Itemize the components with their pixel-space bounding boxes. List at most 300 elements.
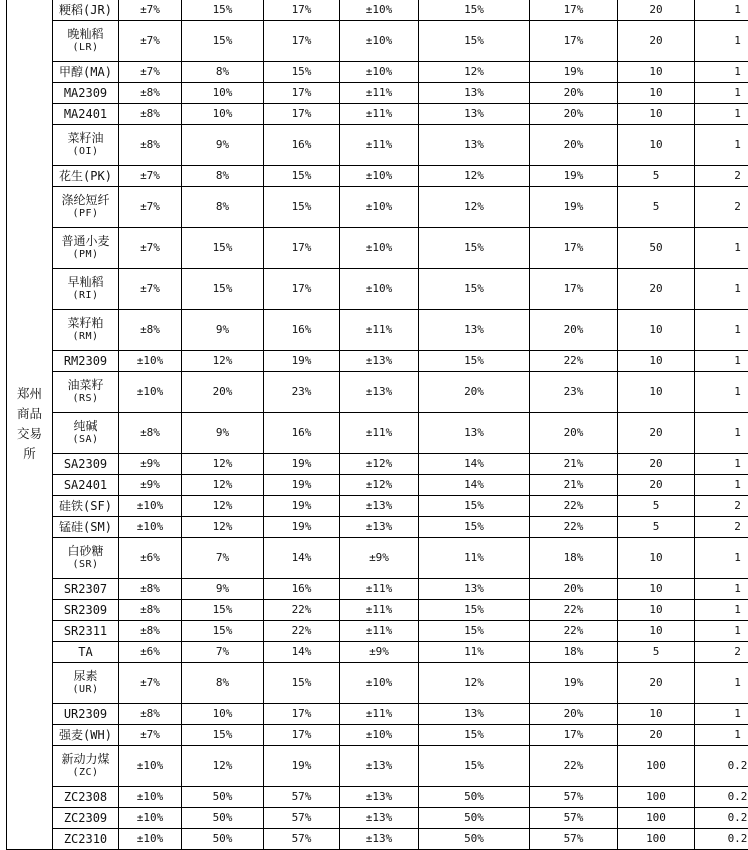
table-row xyxy=(7,787,748,808)
value-cell: 50% xyxy=(419,787,530,808)
value-cell: 10 xyxy=(618,704,695,725)
value-cell: 20% xyxy=(530,704,618,725)
value-cell: 1 xyxy=(695,125,748,166)
value-cell: ±11% xyxy=(340,310,419,351)
value-cell: 50% xyxy=(182,808,264,829)
value-cell: 57% xyxy=(264,808,340,829)
table-row xyxy=(7,704,748,725)
value-cell: 15% xyxy=(182,228,264,269)
value-cell: 17% xyxy=(530,269,618,310)
table-row xyxy=(7,808,748,829)
value-cell: 12% xyxy=(182,454,264,475)
product-name: 粳稻(JR) xyxy=(59,2,112,17)
value-cell: 22% xyxy=(530,600,618,621)
table-row xyxy=(7,351,748,372)
value-cell: 15% xyxy=(182,269,264,310)
value-cell: ±13% xyxy=(340,787,419,808)
value-cell: 15% xyxy=(182,621,264,642)
value-cell: ±10% xyxy=(119,829,182,850)
value-cell: 1 xyxy=(695,475,748,496)
value-cell: ±13% xyxy=(340,829,419,850)
exchange-name-line: 商品 xyxy=(16,406,42,421)
value-cell: 8% xyxy=(182,187,264,228)
value-cell: 1 xyxy=(695,83,748,104)
table-row xyxy=(7,372,748,413)
value-cell: 15% xyxy=(419,621,530,642)
value-cell: ±10% xyxy=(340,187,419,228)
value-cell: 10 xyxy=(618,600,695,621)
value-cell: 0.2 xyxy=(695,829,748,850)
product-code: (RI) xyxy=(72,290,99,301)
value-cell: 19% xyxy=(264,351,340,372)
value-cell: 18% xyxy=(530,642,618,663)
value-cell: ±10% xyxy=(340,269,419,310)
value-cell: ±8% xyxy=(119,600,182,621)
value-cell: ±7% xyxy=(119,21,182,62)
value-cell: 10 xyxy=(618,125,695,166)
value-cell: 17% xyxy=(264,21,340,62)
value-cell: ±10% xyxy=(340,21,419,62)
product-name-cell xyxy=(53,62,119,83)
value-cell: 20% xyxy=(530,413,618,454)
value-cell: 100 xyxy=(618,787,695,808)
table-row xyxy=(7,125,748,166)
value-cell: ±8% xyxy=(119,413,182,454)
value-cell: 57% xyxy=(264,787,340,808)
value-cell: ±6% xyxy=(119,538,182,579)
value-cell: 20% xyxy=(530,104,618,125)
product-name: TA xyxy=(78,645,93,659)
value-cell: 16% xyxy=(264,125,340,166)
value-cell: 13% xyxy=(419,310,530,351)
value-cell: 5 xyxy=(618,517,695,538)
value-cell: ±10% xyxy=(340,663,419,704)
product-name-cell xyxy=(53,579,119,600)
value-cell: 10% xyxy=(182,704,264,725)
value-cell: 2 xyxy=(695,496,748,517)
value-cell: 19% xyxy=(264,746,340,787)
value-cell: 13% xyxy=(419,125,530,166)
product-name: 菜籽油 xyxy=(67,131,104,145)
value-cell: ±11% xyxy=(340,621,419,642)
table-row xyxy=(7,517,748,538)
value-cell: 1 xyxy=(695,663,748,704)
table-row xyxy=(7,829,748,850)
table-row xyxy=(7,496,748,517)
value-cell: 20 xyxy=(618,725,695,746)
value-cell: 15% xyxy=(419,496,530,517)
value-cell: 9% xyxy=(182,310,264,351)
table-row xyxy=(7,228,748,269)
value-cell: 13% xyxy=(419,704,530,725)
value-cell: 57% xyxy=(264,829,340,850)
value-cell: 20% xyxy=(182,372,264,413)
value-cell: ±11% xyxy=(340,83,419,104)
value-cell: ±10% xyxy=(119,746,182,787)
value-cell: 7% xyxy=(182,642,264,663)
value-cell: ±10% xyxy=(119,808,182,829)
value-cell: 23% xyxy=(264,372,340,413)
value-cell: 12% xyxy=(182,496,264,517)
value-cell: 7% xyxy=(182,538,264,579)
value-cell: 1 xyxy=(695,351,748,372)
value-cell: ±9% xyxy=(340,642,419,663)
table-row xyxy=(7,0,748,21)
product-name-cell xyxy=(53,351,119,372)
product-name-cell xyxy=(53,21,119,62)
product-name-cell xyxy=(53,372,119,413)
value-cell: 15% xyxy=(419,600,530,621)
value-cell: 50% xyxy=(182,829,264,850)
value-cell: ±9% xyxy=(119,475,182,496)
value-cell: 12% xyxy=(182,351,264,372)
value-cell: 17% xyxy=(530,0,618,21)
value-cell: 10 xyxy=(618,351,695,372)
value-cell: 50% xyxy=(419,829,530,850)
value-cell: 21% xyxy=(530,454,618,475)
value-cell: 11% xyxy=(419,642,530,663)
value-cell: 1 xyxy=(695,725,748,746)
product-name-cell xyxy=(53,704,119,725)
product-name-cell xyxy=(53,187,119,228)
exchange-name-line: 所 xyxy=(23,446,36,461)
value-cell: 1 xyxy=(695,21,748,62)
table-row xyxy=(7,83,748,104)
product-name-cell xyxy=(53,642,119,663)
value-cell: 50% xyxy=(419,808,530,829)
value-cell: 1 xyxy=(695,228,748,269)
value-cell: 14% xyxy=(419,454,530,475)
value-cell: 15% xyxy=(182,600,264,621)
value-cell: 12% xyxy=(182,475,264,496)
value-cell: 14% xyxy=(264,538,340,579)
value-cell: ±13% xyxy=(340,517,419,538)
value-cell: ±13% xyxy=(340,351,419,372)
product-code: (SR) xyxy=(72,559,99,570)
value-cell: ±10% xyxy=(119,351,182,372)
value-cell: 20 xyxy=(618,0,695,21)
value-cell: 22% xyxy=(264,600,340,621)
value-cell: ±8% xyxy=(119,621,182,642)
table-row xyxy=(7,187,748,228)
product-name: 强麦(WH) xyxy=(59,728,112,742)
value-cell: 15% xyxy=(419,228,530,269)
value-cell: 15% xyxy=(182,21,264,62)
value-cell: ±11% xyxy=(340,579,419,600)
value-cell: 20% xyxy=(530,83,618,104)
product-name-cell xyxy=(53,829,119,850)
value-cell: 17% xyxy=(264,228,340,269)
value-cell: 17% xyxy=(264,83,340,104)
value-cell: 1 xyxy=(695,62,748,83)
value-cell: ±11% xyxy=(340,125,419,166)
value-cell: 20 xyxy=(618,21,695,62)
value-cell: 8% xyxy=(182,62,264,83)
value-cell: ±13% xyxy=(340,808,419,829)
product-name: MA2401 xyxy=(63,107,108,121)
value-cell: 100 xyxy=(618,746,695,787)
product-name-cell xyxy=(53,621,119,642)
value-cell: 12% xyxy=(419,663,530,704)
product-name-cell xyxy=(53,228,119,269)
value-cell: 1 xyxy=(695,310,748,351)
value-cell: 16% xyxy=(264,579,340,600)
value-cell: 0.2 xyxy=(695,746,748,787)
product-name: 涤纶短纤 xyxy=(61,193,110,207)
product-name-cell xyxy=(53,538,119,579)
value-cell: ±12% xyxy=(340,454,419,475)
product-code: (SA) xyxy=(72,434,99,445)
value-cell: ±10% xyxy=(340,725,419,746)
value-cell: 1 xyxy=(695,269,748,310)
table-row xyxy=(7,746,748,787)
product-name: 尿素 xyxy=(73,669,98,683)
value-cell: 17% xyxy=(264,104,340,125)
product-name: 菜籽粕 xyxy=(67,316,104,330)
product-name-cell xyxy=(53,746,119,787)
value-cell: 15% xyxy=(264,166,340,187)
value-cell: 1 xyxy=(695,704,748,725)
table-row xyxy=(7,62,748,83)
value-cell: ±7% xyxy=(119,187,182,228)
margin-limit-table xyxy=(6,0,748,850)
product-name: SA2309 xyxy=(63,457,108,471)
value-cell: 19% xyxy=(264,517,340,538)
value-cell: 13% xyxy=(419,579,530,600)
product-name-cell xyxy=(53,725,119,746)
product-code: (PM) xyxy=(72,249,99,260)
value-cell: ±13% xyxy=(340,496,419,517)
table-row xyxy=(7,413,748,454)
product-name: 甲醇(MA) xyxy=(59,65,112,79)
value-cell: 10 xyxy=(618,104,695,125)
value-cell: ±7% xyxy=(119,166,182,187)
product-name-cell xyxy=(53,166,119,187)
value-cell: 22% xyxy=(264,621,340,642)
value-cell: 20 xyxy=(618,413,695,454)
value-cell: 10 xyxy=(618,83,695,104)
product-name-cell xyxy=(53,269,119,310)
value-cell: 10 xyxy=(618,538,695,579)
product-name-cell xyxy=(53,125,119,166)
product-code: (PF) xyxy=(72,208,99,219)
value-cell: ±7% xyxy=(119,228,182,269)
product-name-cell xyxy=(53,83,119,104)
product-name: 花生(PK) xyxy=(59,169,112,183)
value-cell: 20% xyxy=(530,579,618,600)
value-cell: ±10% xyxy=(119,787,182,808)
value-cell: ±13% xyxy=(340,372,419,413)
product-name-cell xyxy=(53,475,119,496)
value-cell: 13% xyxy=(419,104,530,125)
value-cell: ±10% xyxy=(340,166,419,187)
product-name-cell xyxy=(53,663,119,704)
value-cell: ±12% xyxy=(340,475,419,496)
value-cell: ±11% xyxy=(340,704,419,725)
value-cell: 15% xyxy=(182,0,264,21)
table-row xyxy=(7,538,748,579)
table-row xyxy=(7,104,748,125)
table-row xyxy=(7,166,748,187)
value-cell: 1 xyxy=(695,454,748,475)
table-row xyxy=(7,600,748,621)
table-row xyxy=(7,663,748,704)
value-cell: 17% xyxy=(530,725,618,746)
product-code: (LR) xyxy=(72,42,99,53)
value-cell: 1 xyxy=(695,372,748,413)
value-cell: 17% xyxy=(264,269,340,310)
value-cell: ±10% xyxy=(340,228,419,269)
value-cell: 14% xyxy=(419,475,530,496)
value-cell: 15% xyxy=(264,62,340,83)
exchange-name-line: 郑州 xyxy=(16,386,42,401)
product-name: 油菜籽 xyxy=(67,378,104,392)
value-cell: 20% xyxy=(530,310,618,351)
value-cell: 11% xyxy=(419,538,530,579)
value-cell: 2 xyxy=(695,166,748,187)
value-cell: 19% xyxy=(530,187,618,228)
table-row xyxy=(7,454,748,475)
value-cell: 23% xyxy=(530,372,618,413)
table-row xyxy=(7,475,748,496)
value-cell: 50 xyxy=(618,228,695,269)
product-name: ZC2309 xyxy=(63,811,108,825)
product-name-cell xyxy=(53,454,119,475)
exchange-name-line: 交易 xyxy=(16,426,42,441)
value-cell: 19% xyxy=(264,454,340,475)
value-cell: 19% xyxy=(530,62,618,83)
value-cell: 20% xyxy=(530,125,618,166)
value-cell: 8% xyxy=(182,663,264,704)
product-name: MA2309 xyxy=(63,86,108,100)
product-name-cell xyxy=(53,104,119,125)
value-cell: ±10% xyxy=(340,0,419,21)
value-cell: 12% xyxy=(182,517,264,538)
value-cell: 15% xyxy=(419,725,530,746)
product-name-cell xyxy=(53,517,119,538)
value-cell: 21% xyxy=(530,475,618,496)
value-cell: ±7% xyxy=(119,269,182,310)
value-cell: 15% xyxy=(419,517,530,538)
value-cell: 20 xyxy=(618,663,695,704)
product-name: 锰硅(SM) xyxy=(59,520,112,534)
value-cell: 0.2 xyxy=(695,808,748,829)
value-cell: 9% xyxy=(182,125,264,166)
value-cell: 2 xyxy=(695,187,748,228)
value-cell: ±11% xyxy=(340,600,419,621)
value-cell: 15% xyxy=(419,351,530,372)
value-cell: ±8% xyxy=(119,579,182,600)
value-cell: ±11% xyxy=(340,413,419,454)
value-cell: 15% xyxy=(419,0,530,21)
table-row xyxy=(7,269,748,310)
value-cell: 19% xyxy=(264,475,340,496)
exchange-name-cell xyxy=(7,0,53,850)
product-name: 普通小麦 xyxy=(61,234,110,248)
value-cell: 2 xyxy=(695,642,748,663)
product-name: 晚籼稻 xyxy=(67,27,104,41)
value-cell: ±8% xyxy=(119,83,182,104)
value-cell: 22% xyxy=(530,517,618,538)
value-cell: 0.2 xyxy=(695,787,748,808)
product-name-cell xyxy=(53,496,119,517)
product-name: 白砂糖 xyxy=(67,544,104,558)
value-cell: ±8% xyxy=(119,104,182,125)
value-cell: ±10% xyxy=(340,62,419,83)
value-cell: 9% xyxy=(182,579,264,600)
value-cell: 15% xyxy=(419,21,530,62)
value-cell: 10 xyxy=(618,62,695,83)
value-cell: 100 xyxy=(618,808,695,829)
product-name-cell xyxy=(53,808,119,829)
product-name: SA2401 xyxy=(63,478,108,492)
table-row xyxy=(7,621,748,642)
table-row xyxy=(7,642,748,663)
value-cell: 15% xyxy=(182,725,264,746)
value-cell: 18% xyxy=(530,538,618,579)
value-cell: 15% xyxy=(264,187,340,228)
value-cell: ±8% xyxy=(119,125,182,166)
value-cell: 1 xyxy=(695,0,748,21)
value-cell: 1 xyxy=(695,538,748,579)
value-cell: 1 xyxy=(695,413,748,454)
table-body xyxy=(7,0,748,850)
value-cell: 20 xyxy=(618,269,695,310)
value-cell: ±13% xyxy=(340,746,419,787)
table-row xyxy=(7,21,748,62)
product-name-cell xyxy=(53,787,119,808)
value-cell: 1 xyxy=(695,600,748,621)
value-cell: 12% xyxy=(419,62,530,83)
value-cell: 50% xyxy=(182,787,264,808)
value-cell: ±8% xyxy=(119,310,182,351)
value-cell: 15% xyxy=(264,663,340,704)
product-name: ZC2310 xyxy=(63,832,108,846)
product-name: ZC2308 xyxy=(63,790,108,804)
value-cell: 1 xyxy=(695,621,748,642)
value-cell: ±8% xyxy=(119,704,182,725)
value-cell: 17% xyxy=(264,704,340,725)
value-cell: 10 xyxy=(618,372,695,413)
value-cell: 12% xyxy=(419,166,530,187)
product-name: 纯碱 xyxy=(73,419,98,433)
value-cell: 15% xyxy=(419,746,530,787)
value-cell: ±6% xyxy=(119,642,182,663)
value-cell: 5 xyxy=(618,642,695,663)
value-cell: ±7% xyxy=(119,663,182,704)
product-code: (OI) xyxy=(72,146,99,157)
value-cell: 5 xyxy=(618,496,695,517)
value-cell: 2 xyxy=(695,517,748,538)
value-cell: 10% xyxy=(182,104,264,125)
value-cell: 16% xyxy=(264,310,340,351)
value-cell: 57% xyxy=(530,787,618,808)
value-cell: 19% xyxy=(264,496,340,517)
value-cell: 57% xyxy=(530,829,618,850)
value-cell: 1 xyxy=(695,579,748,600)
value-cell: 22% xyxy=(530,621,618,642)
value-cell: ±10% xyxy=(119,517,182,538)
value-cell: 20% xyxy=(419,372,530,413)
value-cell: ±9% xyxy=(119,454,182,475)
product-code: (RS) xyxy=(72,393,99,404)
value-cell: 13% xyxy=(419,413,530,454)
value-cell: ±7% xyxy=(119,0,182,21)
value-cell: 22% xyxy=(530,746,618,787)
value-cell: 22% xyxy=(530,496,618,517)
table-row xyxy=(7,725,748,746)
value-cell: ±9% xyxy=(340,538,419,579)
